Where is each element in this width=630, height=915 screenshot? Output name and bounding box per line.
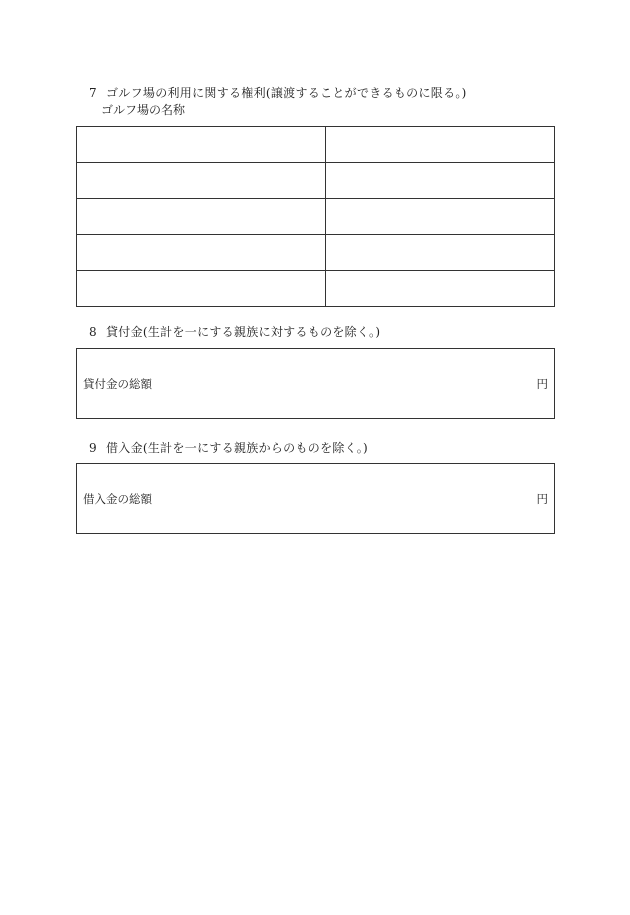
table-row	[77, 235, 555, 271]
loan-total-label: 貸付金の総額	[83, 377, 152, 391]
borrowing-total-box[interactable]	[76, 463, 555, 534]
section-8-heading	[89, 325, 380, 339]
table-cell[interactable]	[326, 235, 555, 271]
table-cell[interactable]	[326, 199, 555, 235]
section-9-title: 借入金(生計を一にする親族からのものを除く。)	[106, 441, 369, 455]
table-row	[77, 271, 555, 307]
table-row	[77, 163, 555, 199]
table-cell[interactable]	[326, 271, 555, 307]
golf-course-name-label: ゴルフ場の名称	[101, 103, 186, 117]
section-8-number: 8	[89, 325, 97, 339]
table-cell[interactable]	[77, 127, 326, 163]
table-cell[interactable]	[77, 235, 326, 271]
table-cell[interactable]	[326, 127, 555, 163]
table-cell[interactable]	[77, 199, 326, 235]
borrowing-total-label: 借入金の総額	[83, 492, 152, 506]
loan-total-box[interactable]	[76, 348, 555, 419]
table-cell[interactable]	[77, 271, 326, 307]
section-7-title: ゴルフ場の利用に関する権利(譲渡することができるものに限る。)	[106, 86, 467, 100]
yen-unit: 円	[536, 492, 548, 506]
table-row	[77, 127, 555, 163]
section-7-number: 7	[89, 86, 97, 100]
section-9-heading	[89, 441, 368, 455]
section-7-heading	[89, 86, 467, 100]
golf-course-table	[76, 126, 555, 307]
section-9-number: 9	[89, 441, 97, 455]
section-8-title: 貸付金(生計を一にする親族に対するものを除く。)	[106, 325, 381, 339]
table-cell[interactable]	[77, 163, 326, 199]
table-cell[interactable]	[326, 163, 555, 199]
yen-unit: 円	[536, 377, 548, 391]
table-row	[77, 199, 555, 235]
